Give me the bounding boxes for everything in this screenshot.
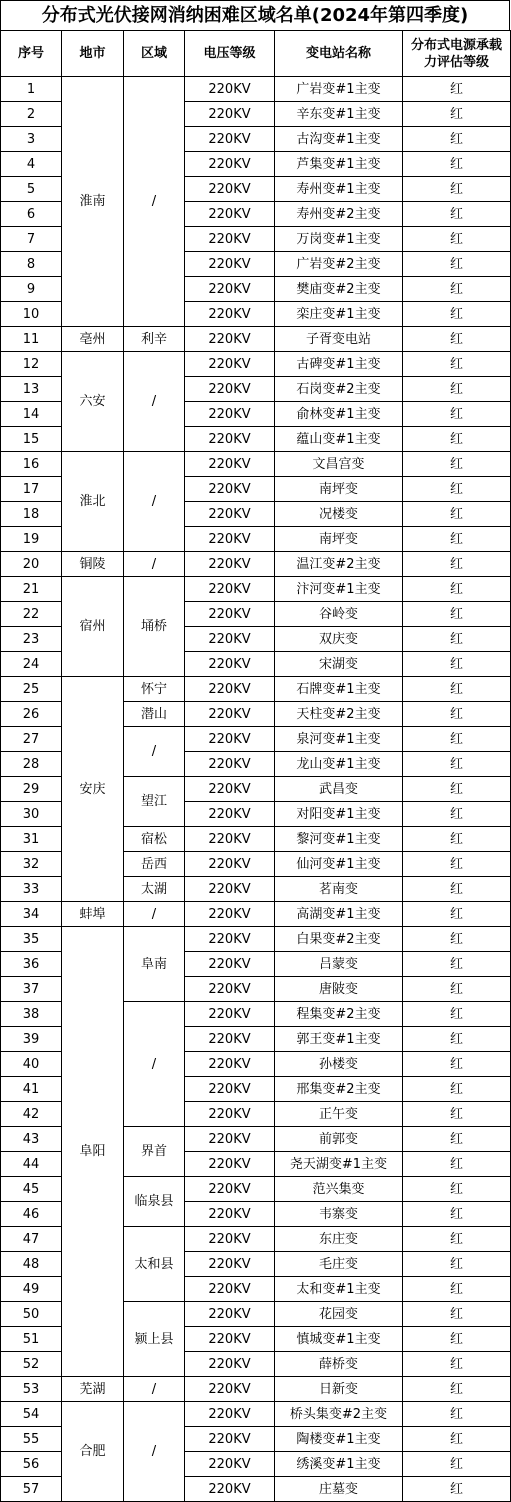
- cell-voltage: 220KV: [185, 852, 275, 877]
- cell-city: 亳州: [62, 327, 124, 352]
- cell-station: 温江变#2主变: [275, 552, 403, 577]
- cell-no: 51: [1, 1327, 62, 1352]
- cell-level: 红: [403, 852, 511, 877]
- cell-station: 日新变: [275, 1377, 403, 1402]
- cell-voltage: 220KV: [185, 227, 275, 252]
- cell-station: 东庄变: [275, 1227, 403, 1252]
- cell-level: 红: [403, 1452, 511, 1477]
- cell-level: 红: [403, 752, 511, 777]
- cell-no: 1: [1, 77, 62, 102]
- cell-level: 红: [403, 1077, 511, 1102]
- cell-area: /: [124, 1002, 185, 1127]
- cell-no: 24: [1, 652, 62, 677]
- cell-city: 阜阳: [62, 927, 124, 1377]
- cell-voltage: 220KV: [185, 777, 275, 802]
- cell-city: 铜陵: [62, 552, 124, 577]
- cell-station: 高湖变#1主变: [275, 902, 403, 927]
- cell-station: 龙山变#1主变: [275, 752, 403, 777]
- cell-no: 13: [1, 377, 62, 402]
- cell-level: 红: [403, 1352, 511, 1377]
- cell-voltage: 220KV: [185, 1377, 275, 1402]
- cell-voltage: 220KV: [185, 602, 275, 627]
- cell-level: 红: [403, 602, 511, 627]
- cell-station: 樊庙变#2主变: [275, 277, 403, 302]
- cell-voltage: 220KV: [185, 802, 275, 827]
- cell-level: 红: [403, 1302, 511, 1327]
- cell-level: 红: [403, 527, 511, 552]
- sheet-title: 分布式光伏接网消纳困难区域名单(2024年第四季度): [0, 0, 510, 31]
- cell-level: 红: [403, 177, 511, 202]
- cell-city: 合肥: [62, 1402, 124, 1502]
- cell-voltage: 220KV: [185, 327, 275, 352]
- cell-level: 红: [403, 152, 511, 177]
- cell-city: 芜湖: [62, 1377, 124, 1402]
- cell-station: 桥头集变#2主变: [275, 1402, 403, 1427]
- cell-voltage: 220KV: [185, 1477, 275, 1502]
- cell-station: 毛庄变: [275, 1252, 403, 1277]
- header-no: 序号: [1, 31, 62, 77]
- cell-station: 辛东变#1主变: [275, 102, 403, 127]
- cell-level: 红: [403, 1127, 511, 1152]
- cell-station: 寿州变#2主变: [275, 202, 403, 227]
- cell-level: 红: [403, 327, 511, 352]
- cell-station: 吕蒙变: [275, 952, 403, 977]
- cell-no: 26: [1, 702, 62, 727]
- cell-station: 尧天湖变#1主变: [275, 1152, 403, 1177]
- cell-station: 万岗变#1主变: [275, 227, 403, 252]
- cell-station: 对阳变#1主变: [275, 802, 403, 827]
- cell-no: 40: [1, 1052, 62, 1077]
- cell-level: 红: [403, 1027, 511, 1052]
- cell-level: 红: [403, 1052, 511, 1077]
- cell-level: 红: [403, 1227, 511, 1252]
- cell-no: 45: [1, 1177, 62, 1202]
- cell-area: 阜南: [124, 927, 185, 1002]
- cell-voltage: 220KV: [185, 552, 275, 577]
- cell-level: 红: [403, 627, 511, 652]
- cell-station: 谷岭变: [275, 602, 403, 627]
- cell-no: 22: [1, 602, 62, 627]
- cell-area: /: [124, 77, 185, 327]
- table-row: [1, 577, 511, 602]
- cell-level: 红: [403, 77, 511, 102]
- cell-station: 南坪变: [275, 477, 403, 502]
- cell-city: 淮南: [62, 77, 124, 327]
- cell-station: 古沟变#1主变: [275, 127, 403, 152]
- cell-voltage: 220KV: [185, 1427, 275, 1452]
- cell-level: 红: [403, 1152, 511, 1177]
- cell-no: 39: [1, 1027, 62, 1052]
- cell-no: 42: [1, 1102, 62, 1127]
- cell-level: 红: [403, 1402, 511, 1427]
- table-body: [1, 77, 511, 1502]
- cell-station: 宋湖变: [275, 652, 403, 677]
- cell-station: 广岩变#2主变: [275, 252, 403, 277]
- cell-level: 红: [403, 927, 511, 952]
- cell-level: 红: [403, 1177, 511, 1202]
- cell-station: 俞林变#1主变: [275, 402, 403, 427]
- cell-station: 寿州变#1主变: [275, 177, 403, 202]
- cell-station: 文昌宫变: [275, 452, 403, 477]
- header-area: 区域: [124, 31, 185, 77]
- cell-voltage: 220KV: [185, 352, 275, 377]
- region-table: [0, 30, 511, 1502]
- header-voltage: 电压等级: [185, 31, 275, 77]
- cell-station: 正午变: [275, 1102, 403, 1127]
- cell-level: 红: [403, 877, 511, 902]
- cell-station: 仙河变#1主变: [275, 852, 403, 877]
- cell-voltage: 220KV: [185, 702, 275, 727]
- cell-station: 黎河变#1主变: [275, 827, 403, 852]
- cell-station: 邢集变#2主变: [275, 1077, 403, 1102]
- cell-no: 41: [1, 1077, 62, 1102]
- cell-station: 石牌变#1主变: [275, 677, 403, 702]
- cell-station: 陶楼变#1主变: [275, 1427, 403, 1452]
- cell-voltage: 220KV: [185, 152, 275, 177]
- cell-area: /: [124, 352, 185, 452]
- table-row: [1, 927, 511, 952]
- cell-voltage: 220KV: [185, 1277, 275, 1302]
- cell-station: 慎城变#1主变: [275, 1327, 403, 1352]
- cell-voltage: 220KV: [185, 1227, 275, 1252]
- cell-area: 望江: [124, 777, 185, 827]
- cell-level: 红: [403, 102, 511, 127]
- cell-level: 红: [403, 1427, 511, 1452]
- cell-voltage: 220KV: [185, 577, 275, 602]
- cell-no: 44: [1, 1152, 62, 1177]
- cell-no: 55: [1, 1427, 62, 1452]
- cell-level: 红: [403, 802, 511, 827]
- cell-no: 25: [1, 677, 62, 702]
- cell-no: 10: [1, 302, 62, 327]
- cell-voltage: 220KV: [185, 652, 275, 677]
- table-row: [1, 77, 511, 102]
- cell-area: /: [124, 1402, 185, 1502]
- cell-no: 23: [1, 627, 62, 652]
- cell-station: 范兴集变: [275, 1177, 403, 1202]
- table-row: [1, 1377, 511, 1402]
- cell-voltage: 220KV: [185, 127, 275, 152]
- cell-voltage: 220KV: [185, 902, 275, 927]
- cell-no: 16: [1, 452, 62, 477]
- cell-station: 庄墓变: [275, 1477, 403, 1502]
- cell-station: 广岩变#1主变: [275, 77, 403, 102]
- cell-level: 红: [403, 127, 511, 152]
- cell-voltage: 220KV: [185, 302, 275, 327]
- cell-no: 43: [1, 1127, 62, 1152]
- cell-voltage: 220KV: [185, 502, 275, 527]
- cell-level: 红: [403, 952, 511, 977]
- cell-station: 太和变#1主变: [275, 1277, 403, 1302]
- cell-station: 武昌变: [275, 777, 403, 802]
- cell-level: 红: [403, 1252, 511, 1277]
- cell-voltage: 220KV: [185, 1002, 275, 1027]
- cell-station: 程集变#2主变: [275, 1002, 403, 1027]
- cell-station: 花园变: [275, 1302, 403, 1327]
- cell-voltage: 220KV: [185, 1452, 275, 1477]
- cell-no: 31: [1, 827, 62, 852]
- cell-voltage: 220KV: [185, 1302, 275, 1327]
- table-row: [1, 552, 511, 577]
- cell-level: 红: [403, 552, 511, 577]
- cell-station: 唐陂变: [275, 977, 403, 1002]
- cell-no: 17: [1, 477, 62, 502]
- cell-voltage: 220KV: [185, 1177, 275, 1202]
- cell-level: 红: [403, 652, 511, 677]
- cell-voltage: 220KV: [185, 277, 275, 302]
- cell-level: 红: [403, 277, 511, 302]
- cell-city: 六安: [62, 352, 124, 452]
- cell-level: 红: [403, 677, 511, 702]
- cell-station: 绣溪变#1主变: [275, 1452, 403, 1477]
- cell-no: 53: [1, 1377, 62, 1402]
- cell-station: 白果变#2主变: [275, 927, 403, 952]
- cell-no: 9: [1, 277, 62, 302]
- cell-area: 岳西: [124, 852, 185, 877]
- header-level: 分布式电源承载力评估等级: [403, 31, 511, 77]
- header-station: 变电站名称: [275, 31, 403, 77]
- cell-no: 30: [1, 802, 62, 827]
- cell-station: 前郭变: [275, 1127, 403, 1152]
- cell-station: 孙楼变: [275, 1052, 403, 1077]
- cell-area: /: [124, 1377, 185, 1402]
- cell-voltage: 220KV: [185, 1202, 275, 1227]
- cell-level: 红: [403, 1377, 511, 1402]
- cell-voltage: 220KV: [185, 752, 275, 777]
- cell-level: 红: [403, 352, 511, 377]
- cell-voltage: 220KV: [185, 677, 275, 702]
- cell-no: 56: [1, 1452, 62, 1477]
- cell-level: 红: [403, 1102, 511, 1127]
- cell-level: 红: [403, 727, 511, 752]
- cell-station: 南坪变: [275, 527, 403, 552]
- cell-station: 况楼变: [275, 502, 403, 527]
- cell-city: 安庆: [62, 677, 124, 902]
- cell-station: 蕴山变#1主变: [275, 427, 403, 452]
- cell-voltage: 220KV: [185, 1027, 275, 1052]
- cell-voltage: 220KV: [185, 177, 275, 202]
- cell-city: 宿州: [62, 577, 124, 677]
- cell-area: 临泉县: [124, 1177, 185, 1227]
- cell-level: 红: [403, 477, 511, 502]
- cell-station: 栾庄变#1主变: [275, 302, 403, 327]
- cell-area: 怀宁: [124, 677, 185, 702]
- cell-voltage: 220KV: [185, 452, 275, 477]
- cell-voltage: 220KV: [185, 1102, 275, 1127]
- header-row: [1, 31, 511, 77]
- cell-no: 47: [1, 1227, 62, 1252]
- cell-no: 4: [1, 152, 62, 177]
- cell-station: 古碑变#1主变: [275, 352, 403, 377]
- cell-voltage: 220KV: [185, 1327, 275, 1352]
- cell-area: 利辛: [124, 327, 185, 352]
- cell-area: 颍上县: [124, 1302, 185, 1377]
- cell-no: 50: [1, 1302, 62, 1327]
- cell-voltage: 220KV: [185, 1352, 275, 1377]
- cell-no: 20: [1, 552, 62, 577]
- cell-no: 48: [1, 1252, 62, 1277]
- cell-no: 49: [1, 1277, 62, 1302]
- cell-no: 19: [1, 527, 62, 552]
- cell-station: 茗南变: [275, 877, 403, 902]
- cell-no: 34: [1, 902, 62, 927]
- cell-area: /: [124, 902, 185, 927]
- cell-station: 郭王变#1主变: [275, 1027, 403, 1052]
- cell-no: 2: [1, 102, 62, 127]
- cell-level: 红: [403, 1202, 511, 1227]
- cell-level: 红: [403, 1327, 511, 1352]
- cell-level: 红: [403, 1002, 511, 1027]
- cell-station: 薛桥变: [275, 1352, 403, 1377]
- cell-no: 3: [1, 127, 62, 152]
- cell-level: 红: [403, 1477, 511, 1502]
- cell-voltage: 220KV: [185, 927, 275, 952]
- cell-station: 子胥变电站: [275, 327, 403, 352]
- cell-level: 红: [403, 902, 511, 927]
- cell-voltage: 220KV: [185, 252, 275, 277]
- cell-station: 双庆变: [275, 627, 403, 652]
- cell-voltage: 220KV: [185, 77, 275, 102]
- cell-no: 18: [1, 502, 62, 527]
- cell-voltage: 220KV: [185, 1052, 275, 1077]
- cell-no: 52: [1, 1352, 62, 1377]
- cell-level: 红: [403, 427, 511, 452]
- cell-no: 27: [1, 727, 62, 752]
- cell-area: /: [124, 552, 185, 577]
- cell-voltage: 220KV: [185, 427, 275, 452]
- cell-no: 35: [1, 927, 62, 952]
- cell-no: 12: [1, 352, 62, 377]
- cell-city: 蚌埠: [62, 902, 124, 927]
- cell-no: 11: [1, 327, 62, 352]
- cell-station: 天柱变#2主变: [275, 702, 403, 727]
- cell-level: 红: [403, 377, 511, 402]
- cell-voltage: 220KV: [185, 727, 275, 752]
- cell-level: 红: [403, 252, 511, 277]
- cell-level: 红: [403, 702, 511, 727]
- cell-no: 5: [1, 177, 62, 202]
- cell-level: 红: [403, 502, 511, 527]
- table-row: [1, 452, 511, 477]
- cell-area: 潜山: [124, 702, 185, 727]
- cell-voltage: 220KV: [185, 952, 275, 977]
- cell-no: 15: [1, 427, 62, 452]
- cell-area: 太和县: [124, 1227, 185, 1302]
- cell-voltage: 220KV: [185, 1252, 275, 1277]
- cell-level: 红: [403, 577, 511, 602]
- cell-level: 红: [403, 302, 511, 327]
- cell-voltage: 220KV: [185, 1402, 275, 1427]
- cell-no: 33: [1, 877, 62, 902]
- table-row: [1, 677, 511, 702]
- cell-area: /: [124, 452, 185, 552]
- cell-voltage: 220KV: [185, 1127, 275, 1152]
- cell-voltage: 220KV: [185, 477, 275, 502]
- cell-voltage: 220KV: [185, 627, 275, 652]
- cell-voltage: 220KV: [185, 202, 275, 227]
- cell-no: 57: [1, 1477, 62, 1502]
- cell-area: 界首: [124, 1127, 185, 1177]
- cell-voltage: 220KV: [185, 877, 275, 902]
- table-row: [1, 352, 511, 377]
- cell-level: 红: [403, 227, 511, 252]
- cell-no: 36: [1, 952, 62, 977]
- cell-no: 54: [1, 1402, 62, 1427]
- cell-no: 32: [1, 852, 62, 877]
- cell-voltage: 220KV: [185, 1077, 275, 1102]
- cell-no: 37: [1, 977, 62, 1002]
- cell-voltage: 220KV: [185, 1152, 275, 1177]
- cell-level: 红: [403, 1277, 511, 1302]
- cell-station: 芦集变#1主变: [275, 152, 403, 177]
- cell-voltage: 220KV: [185, 827, 275, 852]
- cell-city: 淮北: [62, 452, 124, 552]
- cell-no: 14: [1, 402, 62, 427]
- cell-no: 29: [1, 777, 62, 802]
- cell-level: 红: [403, 402, 511, 427]
- cell-no: 46: [1, 1202, 62, 1227]
- cell-level: 红: [403, 452, 511, 477]
- cell-area: /: [124, 727, 185, 777]
- cell-voltage: 220KV: [185, 402, 275, 427]
- cell-voltage: 220KV: [185, 377, 275, 402]
- cell-no: 28: [1, 752, 62, 777]
- cell-station: 石岗变#2主变: [275, 377, 403, 402]
- cell-level: 红: [403, 827, 511, 852]
- cell-no: 6: [1, 202, 62, 227]
- cell-voltage: 220KV: [185, 102, 275, 127]
- cell-voltage: 220KV: [185, 977, 275, 1002]
- cell-area: 埇桥: [124, 577, 185, 677]
- cell-area: 太湖: [124, 877, 185, 902]
- cell-level: 红: [403, 977, 511, 1002]
- table-row: [1, 327, 511, 352]
- table-row: [1, 902, 511, 927]
- cell-station: 韦寨变: [275, 1202, 403, 1227]
- cell-no: 7: [1, 227, 62, 252]
- cell-no: 8: [1, 252, 62, 277]
- cell-level: 红: [403, 777, 511, 802]
- cell-voltage: 220KV: [185, 527, 275, 552]
- cell-no: 38: [1, 1002, 62, 1027]
- table-row: [1, 1402, 511, 1427]
- cell-level: 红: [403, 202, 511, 227]
- cell-area: 宿松: [124, 827, 185, 852]
- cell-no: 21: [1, 577, 62, 602]
- cell-station: 汴河变#1主变: [275, 577, 403, 602]
- header-city: 地市: [62, 31, 124, 77]
- cell-station: 泉河变#1主变: [275, 727, 403, 752]
